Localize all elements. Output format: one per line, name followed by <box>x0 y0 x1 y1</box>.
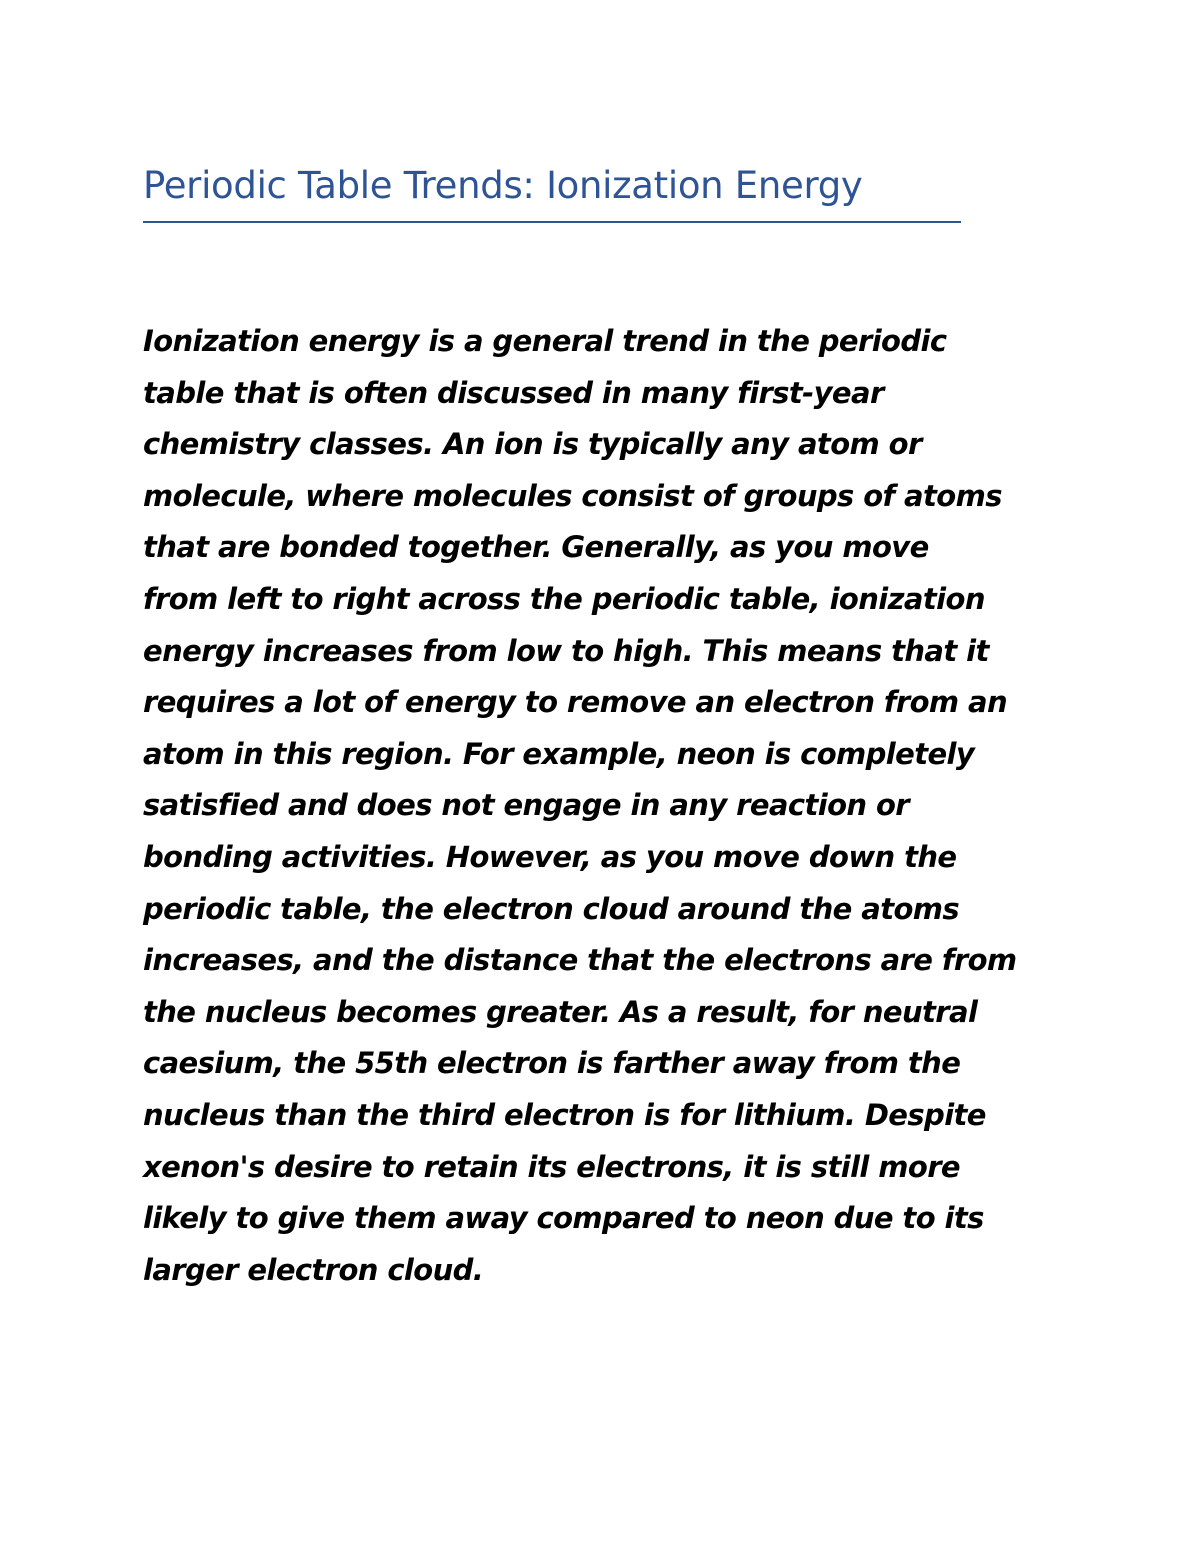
body-line: xenon's desire to retain its electrons, it is still more <box>143 1149 960 1184</box>
body-line: table that is often discussed in many first-year <box>143 375 884 410</box>
body-line: periodic table, the electron cloud around the atoms <box>143 891 960 926</box>
body-line: the nucleus becomes greater. As a result, for neutral <box>143 994 978 1029</box>
body-line: bonding activities. However, as you move down the <box>143 839 957 874</box>
body-line: nucleus than the third electron is for lithium. Despite <box>143 1097 986 1132</box>
body-line: likely to give them away compared to neon due to its <box>143 1201 984 1236</box>
body-line: atom in this region. For example, neon is completely <box>143 736 975 771</box>
body-line: Ionization energy is a general trend in the periodic <box>143 324 947 358</box>
body-line: increases, and the distance that the electrons are from <box>143 943 1017 978</box>
body-line: requires a lot of energy to remove an electron from an <box>143 685 1008 720</box>
body-line: energy increases from low to high. This means that it <box>143 633 989 668</box>
body-line: larger electron cloud. <box>143 1252 484 1287</box>
body-line: caesium, the 55th electron is farther away from the <box>143 1046 961 1081</box>
title-underline <box>143 221 961 223</box>
body-line: molecule, where molecules consist of groups of atoms <box>143 478 1002 513</box>
body-line: satisfied and does not engage in any reaction or <box>143 788 909 823</box>
body-line: chemistry classes. An ion is typically any atom or <box>143 427 922 462</box>
body-line: from left to right across the periodic table, ionization <box>143 581 985 616</box>
body-line: that are bonded together. Generally, as you move <box>143 530 929 565</box>
body-paragraph <box>143 316 1063 1296</box>
document-title: Periodic Table Trends: Ionization Energy <box>143 164 863 207</box>
